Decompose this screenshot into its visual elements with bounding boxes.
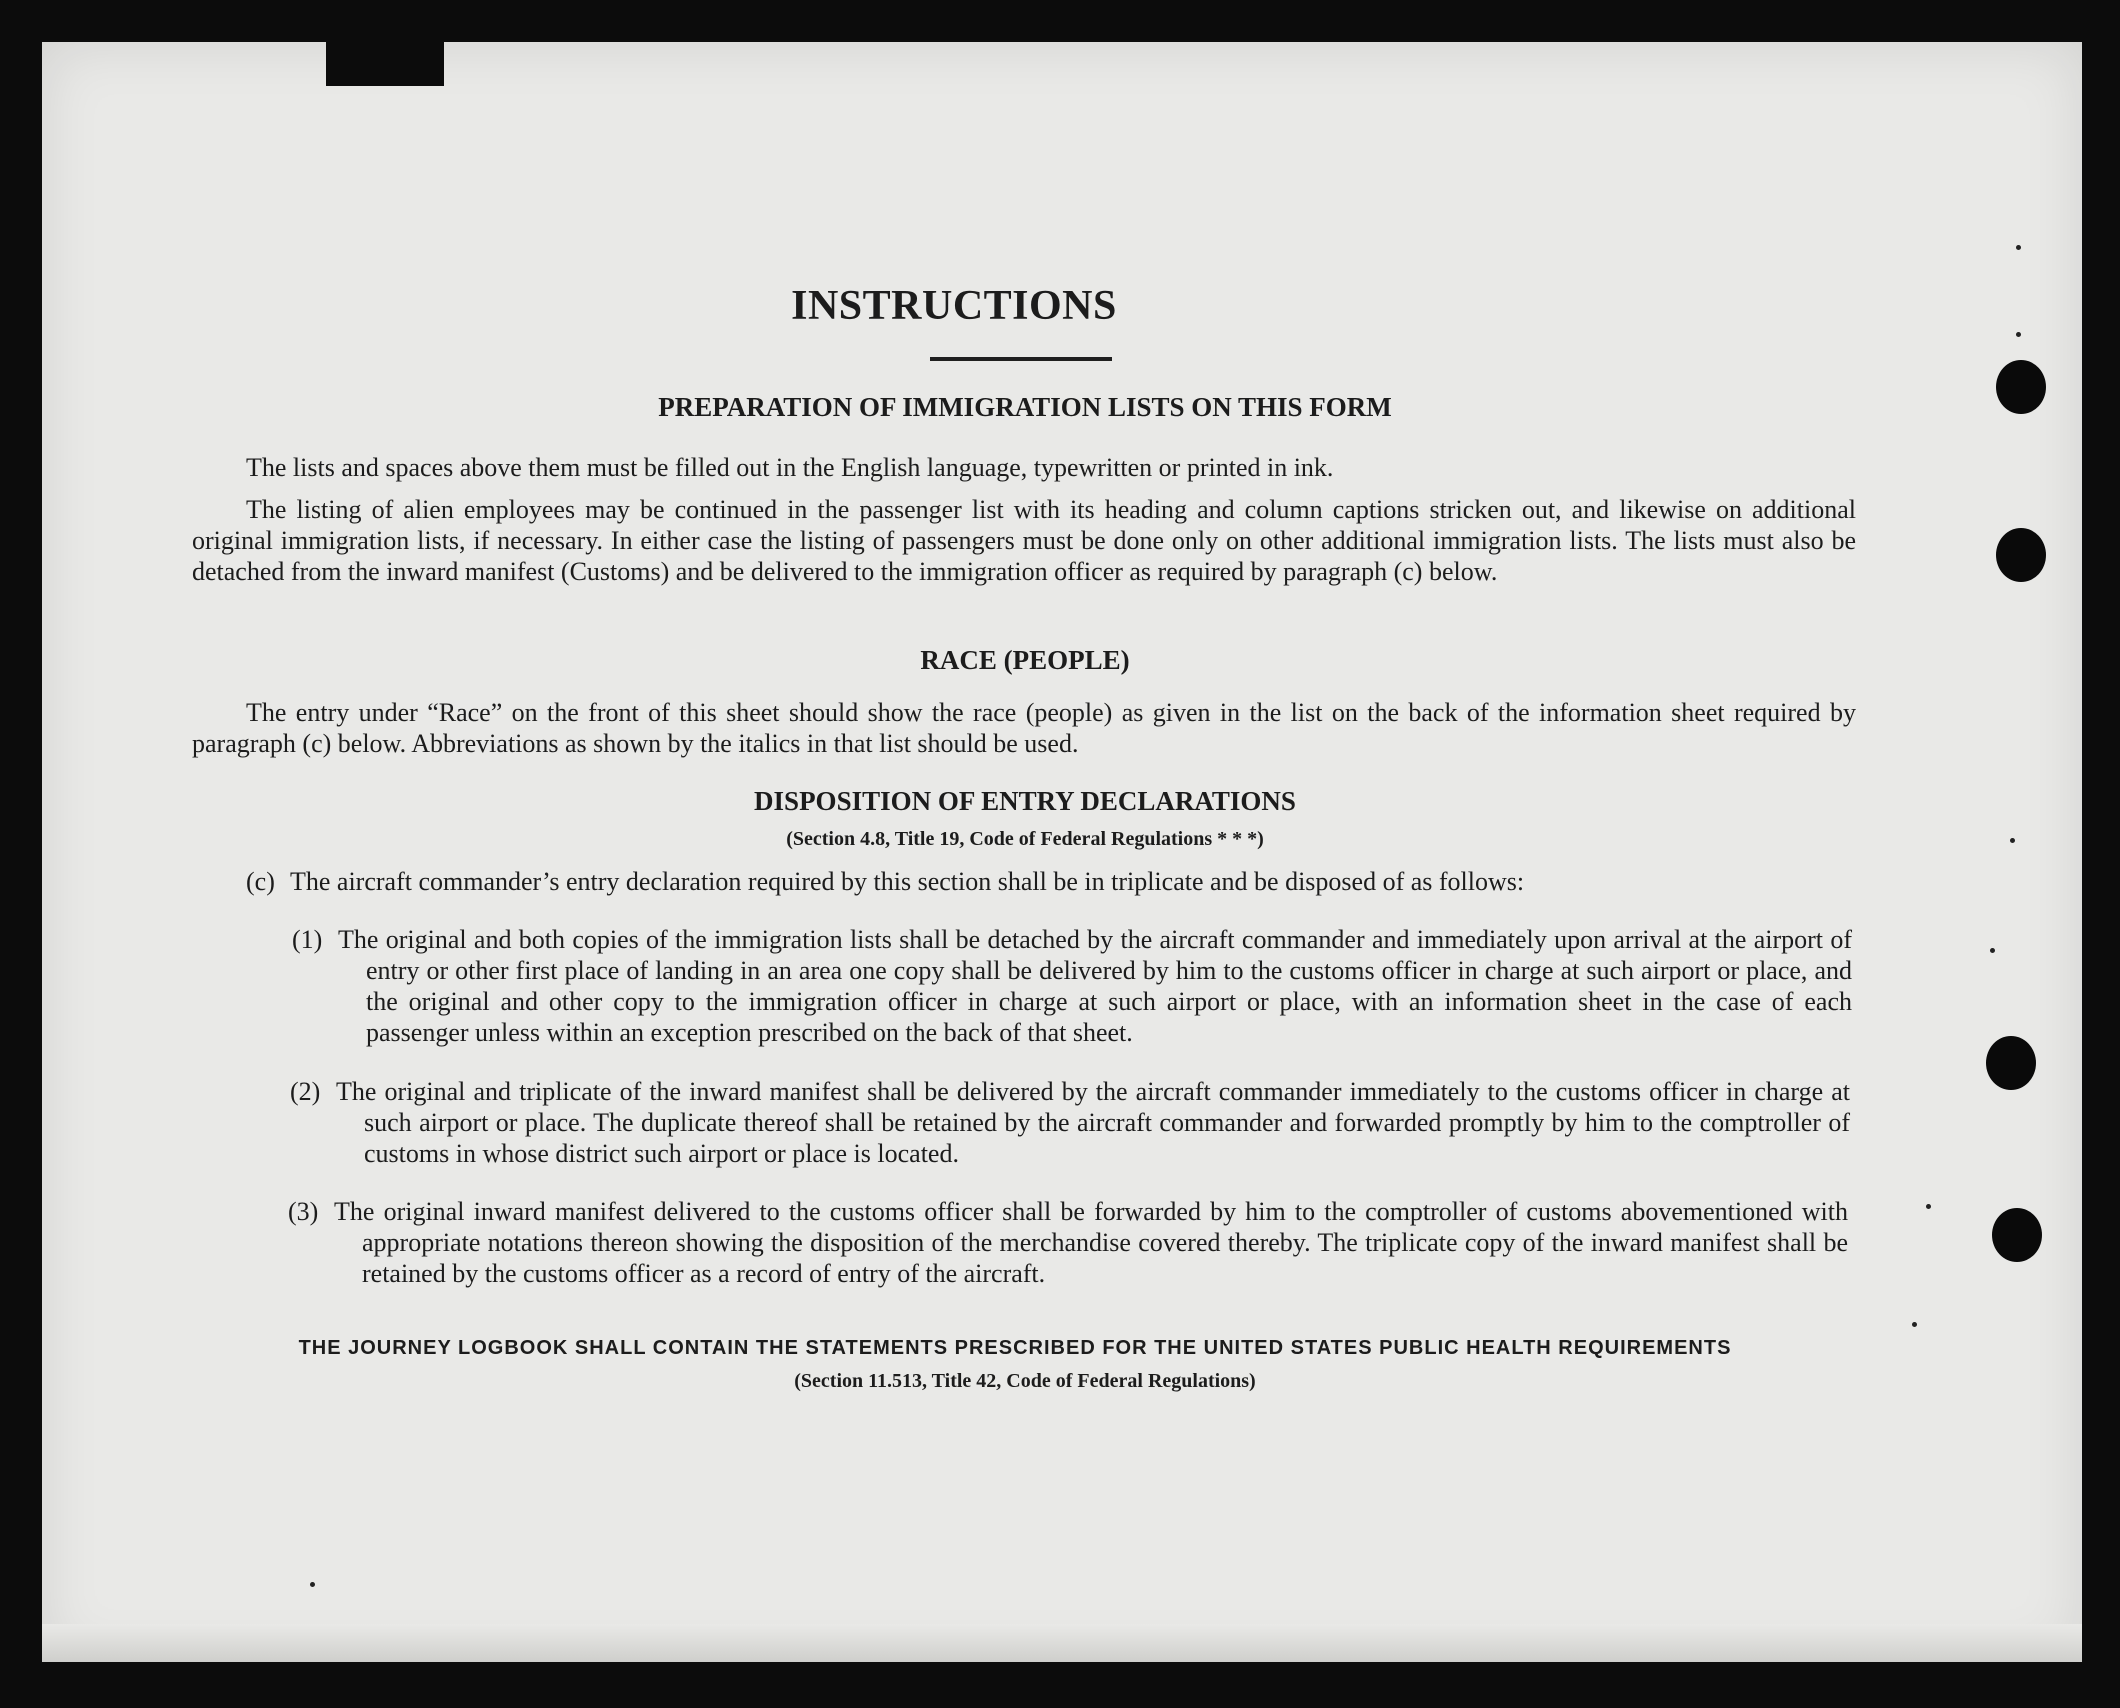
- race-heading: RACE (PEOPLE): [920, 645, 1130, 675]
- title-underline: [930, 357, 1112, 361]
- footer-citation: (Section 11.513, Title 42, Code of Federal Regulations): [794, 1370, 1256, 1392]
- disposition-intro-marker: (c): [246, 867, 275, 896]
- disposition-subheading: (Section 4.8, Title 19, Code of Federal Regulations * * *): [786, 828, 1264, 850]
- footer-statement: THE JOURNEY LOGBOOK SHALL CONTAIN THE STATEMENTS PRESCRIBED FOR THE UNITED STATES PUBLIC HEALTH REQUIREMENTS: [298, 1337, 1732, 1359]
- item-text: The original and both copies of the immigration lists shall be detached by the aircraft commander and immediately upon arrival at the airport of entry or other first place of landing in an area one copy shall be delivered by him to the customs officer in charge at such airport or place, and the original and other copy to the immigration officer in charge at such airport or place, with an information sheet in the case of each passenger unless within an exception prescribed on the back of that sheet.: [338, 925, 1852, 1047]
- item-text: The original inward manifest delivered to the customs officer shall be forwarded by him to the comptroller of customs abovementioned with appropriate notations thereon showing the disposition of the merchandise covered thereby. The triplicate copy of the inward manifest shall be retained by the customs officer as a record of entry of the aircraft.: [334, 1197, 1848, 1288]
- disposition-item: [290, 1076, 1850, 1169]
- race-paragraph: The entry under “Race” on the front of this sheet should show the race (people) as given in the list on the back of the information sheet required by paragraph (c) below. Abbreviations as shown by the italics in that list should be used.: [192, 698, 1856, 758]
- preparation-paragraph-1: The lists and spaces above them must be filled out in the English language, typewritten or printed in ink.: [246, 453, 1334, 482]
- document-title: INSTRUCTIONS: [791, 283, 1117, 329]
- disposition-intro: The aircraft commander’s entry declaration required by this section shall be in triplicate and be disposed of as follows:: [290, 867, 1525, 896]
- preparation-heading: PREPARATION OF IMMIGRATION LISTS ON THIS FORM: [658, 392, 1392, 422]
- preparation-paragraph-2: The listing of alien employees may be continued in the passenger list with its heading and column captions stricken out, and likewise on additional original immigration lists, if necessary. In either case the listing of passengers must be done only on other additional immigration lists. The lists must also be detached from the inward manifest (Customs) and be delivered to the immigration officer as required by paragraph (c) below.: [192, 495, 1856, 586]
- disposition-heading: DISPOSITION OF ENTRY DECLARATIONS: [754, 786, 1296, 816]
- item-marker: (1): [292, 925, 323, 954]
- disposition-item: [292, 924, 1852, 1048]
- item-marker: (3): [288, 1197, 319, 1226]
- disposition-item: [288, 1196, 1848, 1289]
- item-text: The original and triplicate of the inward manifest shall be delivered by the aircraft commander immediately to the customs officer in charge at such airport or place. The duplicate thereof shall be retained by the aircraft commander and forwarded promptly by him to the comptroller of customs in whose district such airport or place is located.: [336, 1077, 1850, 1168]
- item-marker: (2): [290, 1077, 321, 1106]
